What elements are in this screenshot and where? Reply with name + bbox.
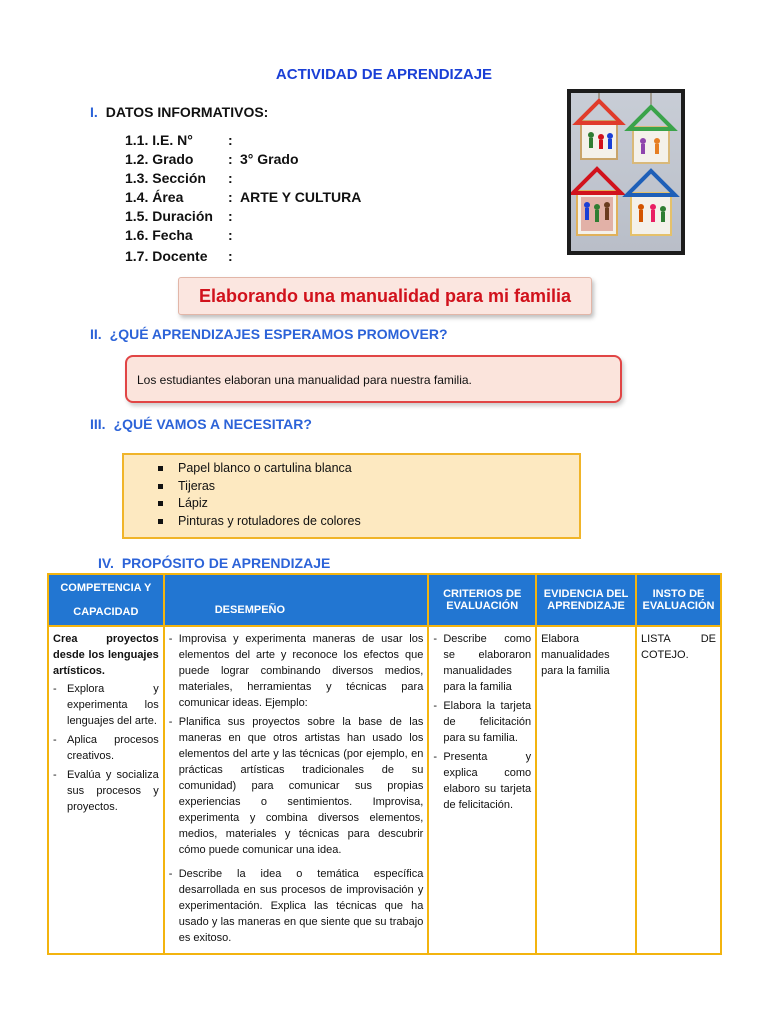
house-craft-4: [627, 171, 675, 235]
info-row-ie: [125, 132, 361, 151]
header-desempeno-text: DESEMPEÑO: [214, 604, 286, 616]
info-colon: :: [228, 208, 233, 224]
section-1-heading: [90, 104, 268, 120]
info-colon: :: [228, 170, 233, 186]
section-4-number: IV.: [98, 555, 114, 571]
table-row: [48, 626, 721, 954]
info-colon: :: [228, 151, 233, 167]
crafts-photo-inner: [571, 93, 681, 251]
competencia-item: - Explora y experimenta los lenguajes del arte.: [53, 681, 159, 729]
info-value: 3° Grado: [240, 151, 299, 167]
section-3-number: III.: [90, 416, 106, 432]
materials-box: [122, 453, 581, 539]
house-craft-1: [577, 101, 621, 159]
info-row-seccion: [125, 170, 361, 189]
section-4-heading: [98, 555, 330, 571]
info-list: [125, 132, 361, 267]
header-instrumento: INSTO DE EVALUACIÓN: [636, 574, 721, 626]
info-key: 1.7. Docente: [125, 248, 208, 264]
info-row-grado: [125, 151, 361, 170]
house-craft-3: [573, 169, 621, 235]
learning-goal-box: [125, 355, 622, 403]
desempeno-item: - Describe la idea o temática específica desarrollada en sus procesos de improvisación y experimentación. Explica las técnicas que ha usado y las maneras en que siente que su trabajo es exitoso.: [169, 866, 424, 946]
info-row-duracion: [125, 208, 361, 227]
list-item: Papel blanco o cartulina blanca: [158, 461, 579, 479]
info-colon: :: [228, 227, 233, 243]
section-3-title: ¿QUÉ VAMOS A NECESITAR?: [113, 416, 312, 432]
info-row-area: [125, 189, 361, 208]
header-desempeno: [164, 574, 429, 626]
criterio-item: - Elabora la tarjeta de felicitación para su familia.: [433, 698, 531, 746]
info-value: ARTE Y CULTURA: [240, 189, 362, 205]
info-key: 1.5. Duración: [125, 208, 213, 224]
section-3-heading: [90, 416, 312, 432]
house-crafts-illustration: [571, 93, 681, 251]
competencia-title: Crea proyectos desde los lenguajes artísticos.: [53, 633, 159, 677]
info-row-docente: [125, 248, 361, 267]
info-colon: :: [228, 189, 233, 205]
info-colon: :: [228, 248, 233, 264]
info-row-fecha: [125, 227, 361, 246]
cell-competencia: [48, 626, 164, 954]
list-item: Pinturas y rotuladores de colores: [158, 514, 579, 532]
learning-goal-text: Los estudiantes elaboran una manualidad para nuestra familia.: [137, 373, 472, 387]
crafts-photo: [567, 89, 685, 255]
header-criterios: CRITERIOS DE EVALUACIÓN: [428, 574, 536, 626]
section-2-title: ¿QUÉ APRENDIZAJES ESPERAMOS PROMOVER?: [109, 326, 448, 342]
info-key: 1.2. Grado: [125, 151, 194, 167]
info-key: 1.6. Fecha: [125, 227, 193, 243]
cell-desempeno: [164, 626, 429, 954]
cell-instrumento: [636, 626, 721, 954]
info-key: 1.4. Área: [125, 189, 184, 205]
list-item: Lápiz: [158, 496, 579, 514]
competencia-item: - Evalúa y socializa sus procesos y proyectos.: [53, 767, 159, 815]
criterio-item: - Presenta y explica como elaboro su tarjeta de felicitación.: [433, 749, 531, 813]
info-key: 1.1. I.E. N°: [125, 132, 193, 148]
learning-purpose-table: [47, 573, 722, 955]
document-title: ACTIVIDAD DE APRENDIZAJE: [275, 66, 493, 83]
cell-evidencia: [536, 626, 636, 954]
instrumento-text: LISTA DE COTEJO.: [641, 633, 716, 661]
section-1-number: I.: [90, 104, 98, 120]
materials-list: [158, 461, 579, 531]
activity-title-banner: Elaborando una manualidad para mi familia: [178, 277, 592, 315]
info-colon: :: [228, 132, 233, 148]
section-4-title: PROPÓSITO DE APRENDIZAJE: [121, 555, 331, 571]
desempeno-item: - Improvisa y experimenta maneras de usar los elementos del arte y reconoce los efectos que puede lograr combinando diversos medios, materiales, herramientas y técnicas para comunicar ideas. Ejemplo:: [169, 631, 424, 711]
section-2-heading: [90, 326, 448, 342]
header-evidencia: EVIDENCIA DEL APRENDIZAJE: [536, 574, 636, 626]
table-header-row: [48, 574, 721, 626]
evidencia-text: Elabora manualidades para la familia: [541, 633, 610, 677]
section-2-number: II.: [90, 326, 102, 342]
cell-criterios: [428, 626, 536, 954]
list-item: Tijeras: [158, 479, 579, 497]
desempeno-item: - Planifica sus proyectos sobre la base de las maneras en que otros artistas han usado los elementos del arte y las técnicas (por ejemplo, en prácticas artísticas tradicionales de su comunidad) para comunicar sus propias experiencias o sentimientos. Improvisa, experimenta y combina diversos elementos, medios, materiales y técnicas para descubrir cómo puede comunicar una idea.: [169, 714, 424, 858]
section-1-title: DATOS INFORMATIVOS:: [105, 104, 269, 120]
info-key: 1.3. Sección: [125, 170, 206, 186]
competencia-item: - Aplica procesos creativos.: [53, 732, 159, 764]
header-competencia-line2: CAPACIDAD: [73, 606, 139, 618]
criterio-item: - Describe como se elaboraron manualidades para la familia: [433, 631, 531, 695]
header-competencia-line1: COMPETENCIA Y: [60, 582, 152, 594]
house-craft-2: [629, 107, 673, 163]
header-competencia: [48, 574, 164, 626]
